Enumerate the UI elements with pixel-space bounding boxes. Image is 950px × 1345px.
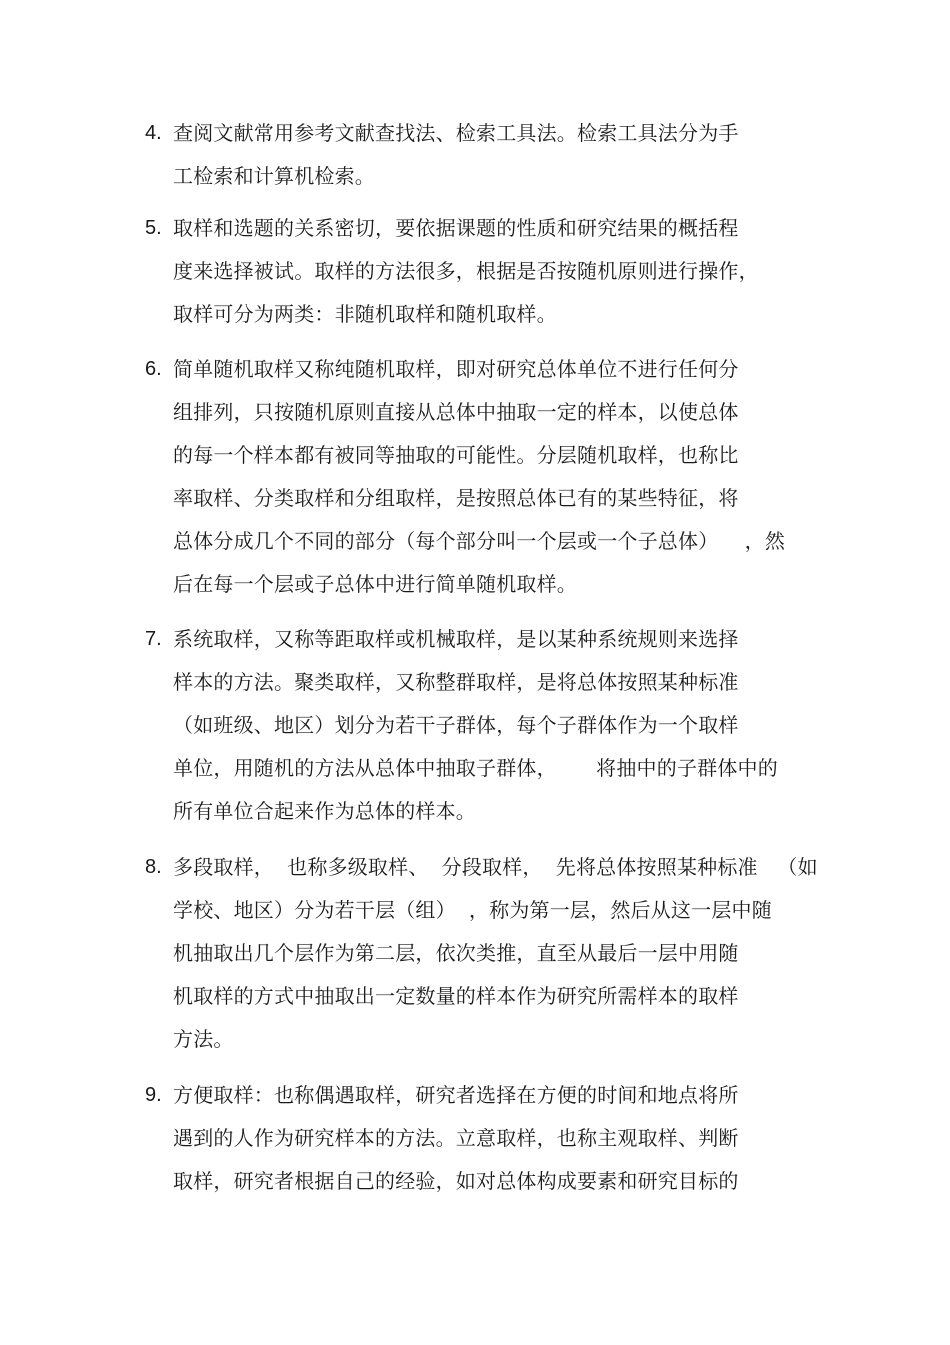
- item-text-line: 遇到的人作为研究样本的方法。立意取样，也称主观取样、判断: [173, 1126, 739, 1150]
- item-text-line: 后在每一个层或子总体中进行简单随机取样。: [173, 572, 577, 596]
- item-text-line: 方法。: [173, 1027, 234, 1051]
- item-text-line: 系统取样，又称等距取样或机械取样，是以某种系统规则来选择: [173, 627, 739, 651]
- item-text-line: 查阅文献常用参考文献查找法、检索工具法。检索工具法分为手: [173, 121, 739, 145]
- item-text-line: 机取样的方式中抽取出一定数量的样本作为研究所需样本的取样: [173, 984, 739, 1008]
- item-text-line: 取样可分为两类：非随机取样和随机取样。: [173, 302, 557, 326]
- item-text-line: 单位，用随机的方法从总体中抽取子群体， 将抽中的子群体中的: [173, 756, 778, 780]
- item-text-line: 机抽取出几个层作为第二层，依次类推，直至从最后一层中用随: [173, 941, 739, 965]
- item-number: 4.: [145, 122, 162, 144]
- item-text-line: 学校、地区）分为若干层（组） ，称为第一层，然后从这一层中随: [173, 898, 772, 922]
- item-text-line: 度来选择被试。取样的方法很多，根据是否按随机原则进行操作，: [173, 259, 759, 283]
- item-text-line: 取样和选题的关系密切，要依据课题的性质和研究结果的概括程: [173, 216, 739, 240]
- item-text-line: 所有单位合起来作为总体的样本。: [173, 799, 476, 823]
- item-text-line: 取样，研究者根据自己的经验，如对总体构成要素和研究目标的: [173, 1169, 739, 1193]
- item-number: 6.: [145, 358, 162, 380]
- item-text-line: 率取样、分类取样和分组取样，是按照总体已有的某些特征，将: [173, 486, 739, 510]
- item-number: 7.: [145, 628, 162, 650]
- item-text-line: 样本的方法。聚类取样，又称整群取样，是将总体按照某种标准: [173, 670, 739, 694]
- item-text-line: 多段取样， 也称多级取样、 分段取样， 先将总体按照某种标准 （如: [173, 855, 818, 879]
- item-number: 5.: [145, 217, 162, 239]
- item-text-line: 方便取样：也称偶遇取样，研究者选择在方便的时间和地点将所: [173, 1083, 739, 1107]
- item-text-line: 的每一个样本都有被同等抽取的可能性。分层随机取样，也称比: [173, 443, 739, 467]
- item-text-line: 工检索和计算机检索。: [173, 164, 375, 188]
- item-text-line: （如班级、地区）划分为若干子群体，每个子群体作为一个取样: [173, 713, 739, 737]
- item-text-line: 简单随机取样又称纯随机取样，即对研究总体单位不进行任何分: [173, 357, 739, 381]
- item-text-line: 总体分成几个不同的部分（每个部分叫一个层或一个子总体） ，然: [173, 529, 786, 553]
- item-number: 8.: [145, 856, 162, 878]
- item-number: 9.: [145, 1084, 162, 1106]
- item-text-line: 组排列，只按随机原则直接从总体中抽取一定的样本，以使总体: [173, 400, 739, 424]
